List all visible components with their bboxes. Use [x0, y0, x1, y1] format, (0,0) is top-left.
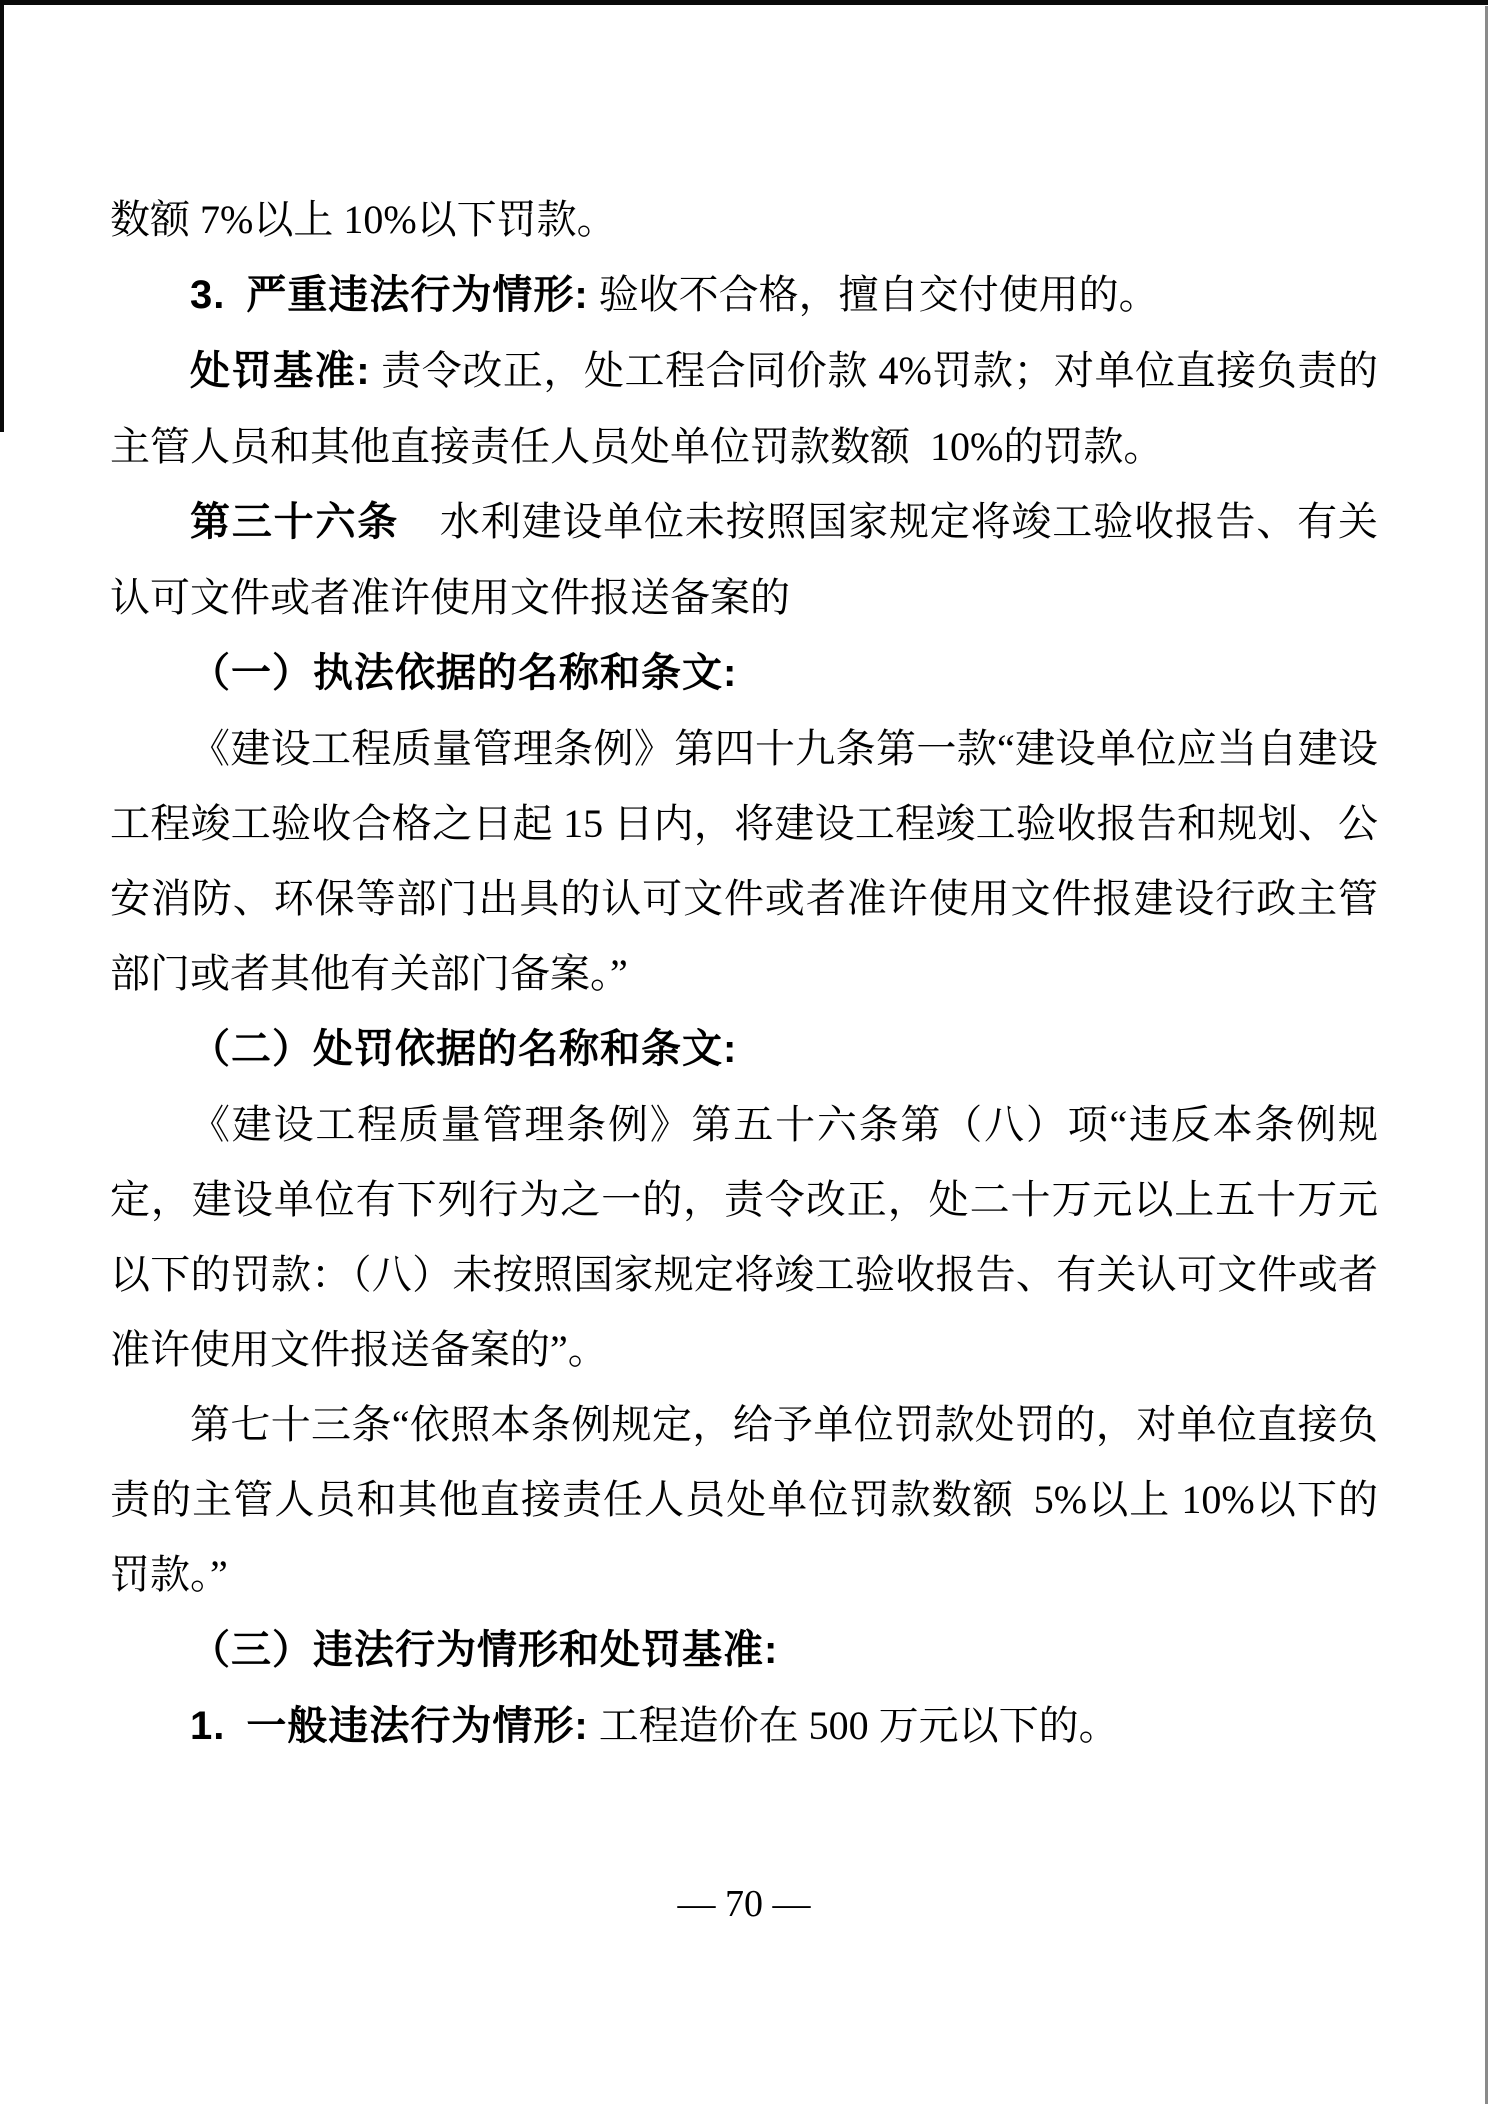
body-text: 第七十三条“依照本条例规定，给予单位罚款处罚的，对单位直接负责的主管人员和其他直接责任人员处单位罚款数额 5%以上 10%以下的罚款。” [110, 1402, 1378, 1597]
paragraph [110, 711, 1378, 1011]
body-text: 验收不合格，擅自交付使用的。 [588, 272, 1159, 317]
body-text: 数额 7%以上 10%以下罚款。 [110, 197, 617, 242]
document-body [110, 182, 1378, 1764]
heading-text: 第三十六条 [190, 500, 400, 544]
heading-text: 3. 严重违法行为情形: [190, 273, 589, 317]
paragraph [110, 182, 1378, 257]
page-number: — 70 — [677, 1883, 811, 1925]
page-footer [0, 1878, 1488, 1930]
heading-text: （三）违法行为情形和处罚基准: [190, 1628, 779, 1672]
heading-text: （二）处罚依据的名称和条文: [190, 1027, 738, 1071]
body-text: 责令改正，处工程合同价款 4%罚款；对单位直接负责的主管人员和其他直接责任人员处单位罚款数额 10%的罚款。 [110, 348, 1378, 469]
paragraph [110, 1688, 1378, 1764]
body-text: 《建设工程质量管理条例》第四十九条第一款“建设单位应当自建设工程竣工验收合格之日起 15 日内，将建设工程竣工验收报告和规划、公安消防、环保等部门出具的认可文件或者准许使用文件报建设行政主管部门或者其他有关部门备案。” [110, 726, 1378, 996]
body-text: 《建设工程质量管理条例》第五十六条第（八）项“违反本条例规定，建设单位有下列行为之一的，责令改正，处二十万元以上五十万元以下的罚款：（八）未按照国家规定将竣工验收报告、有关认可文件或者准许使用文件报送备案的”。 [110, 1102, 1378, 1372]
paragraph [110, 1087, 1378, 1387]
paragraph [110, 635, 1378, 711]
paragraph [110, 1011, 1378, 1087]
paragraph [110, 484, 1378, 635]
paragraph [110, 257, 1378, 333]
scan-edge-top [0, 0, 1488, 5]
scan-edge-left [0, 0, 4, 432]
paragraph [110, 333, 1378, 484]
paragraph [110, 1387, 1378, 1612]
heading-text: 1. 一般违法行为情形: [190, 1704, 589, 1748]
heading-text: （一）执法依据的名称和条文: [190, 651, 738, 695]
paragraph [110, 1612, 1378, 1688]
body-text: 工程造价在 500 万元以下的。 [588, 1703, 1119, 1748]
heading-text: 处罚基准: [190, 349, 371, 393]
body-text: 水利建设单位未按照国家规定将竣工验收报告、有关认可文件或者准许使用文件报送备案的 [110, 499, 1379, 620]
